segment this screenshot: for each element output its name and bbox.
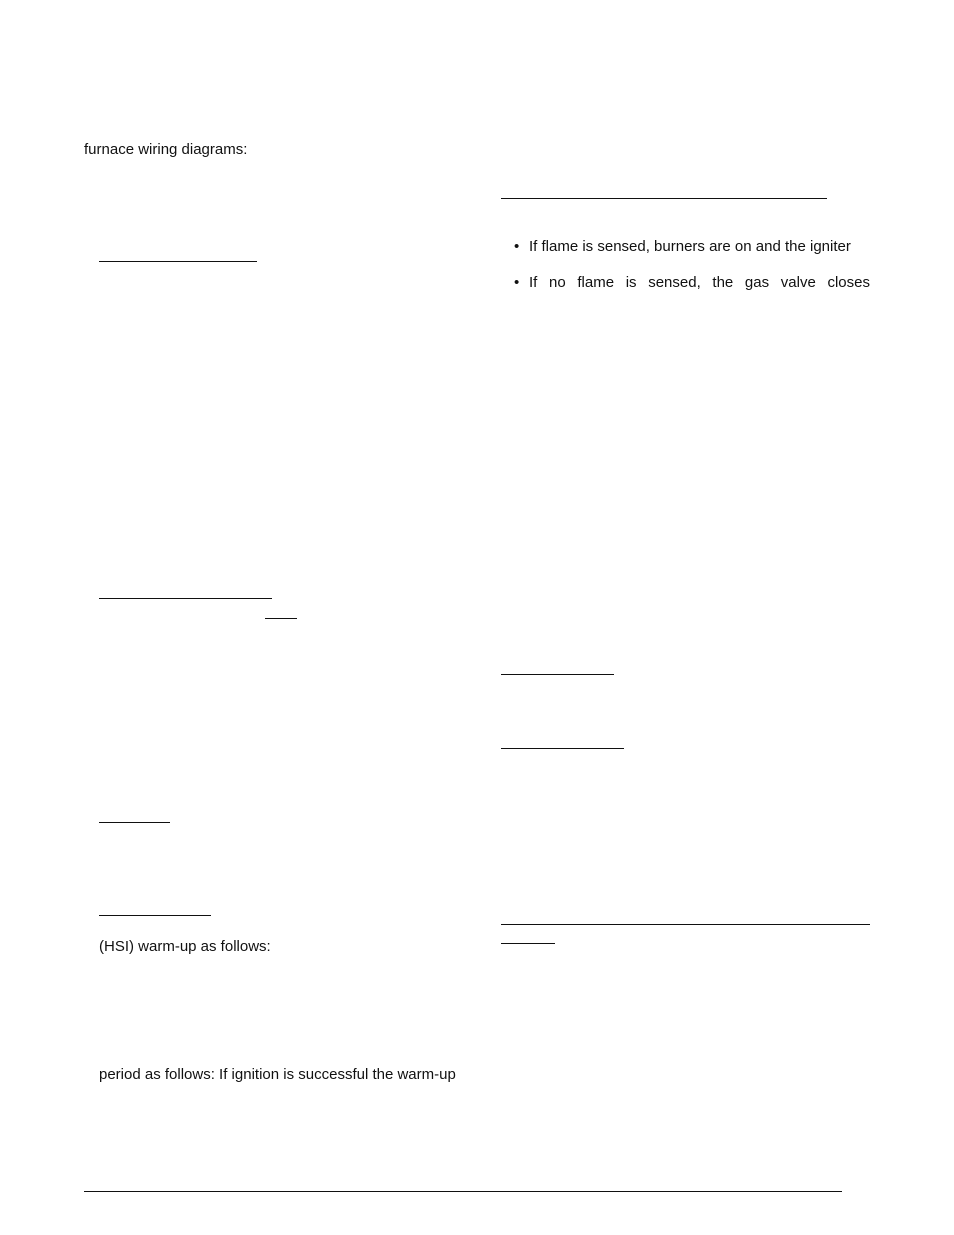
heading-underline bbox=[501, 943, 555, 944]
period-line: period as follows: If ignition is successful the warm-up bbox=[99, 1066, 456, 1083]
hsi-line: (HSI) warm-up as follows: bbox=[99, 938, 271, 955]
heading-underline bbox=[99, 598, 272, 599]
heading-underline bbox=[501, 924, 870, 925]
list-item-text: If no flame is sensed, the gas valve closes bbox=[529, 274, 870, 291]
bullet-icon: • bbox=[514, 238, 520, 255]
list-item bbox=[514, 238, 870, 256]
intro-line: furnace wiring diagrams: bbox=[84, 141, 248, 158]
heading-underline bbox=[501, 198, 827, 199]
inline-underline bbox=[265, 618, 297, 619]
footer-rule bbox=[84, 1191, 842, 1192]
heading-underline bbox=[501, 674, 614, 675]
bullet-icon: • bbox=[514, 274, 520, 291]
heading-underline bbox=[99, 822, 170, 823]
list-item-text: If flame is sensed, burners are on and the igniter bbox=[529, 238, 851, 255]
heading-underline bbox=[501, 748, 624, 749]
list-item bbox=[514, 274, 870, 292]
heading-underline bbox=[99, 915, 211, 916]
heading-underline bbox=[99, 261, 257, 262]
